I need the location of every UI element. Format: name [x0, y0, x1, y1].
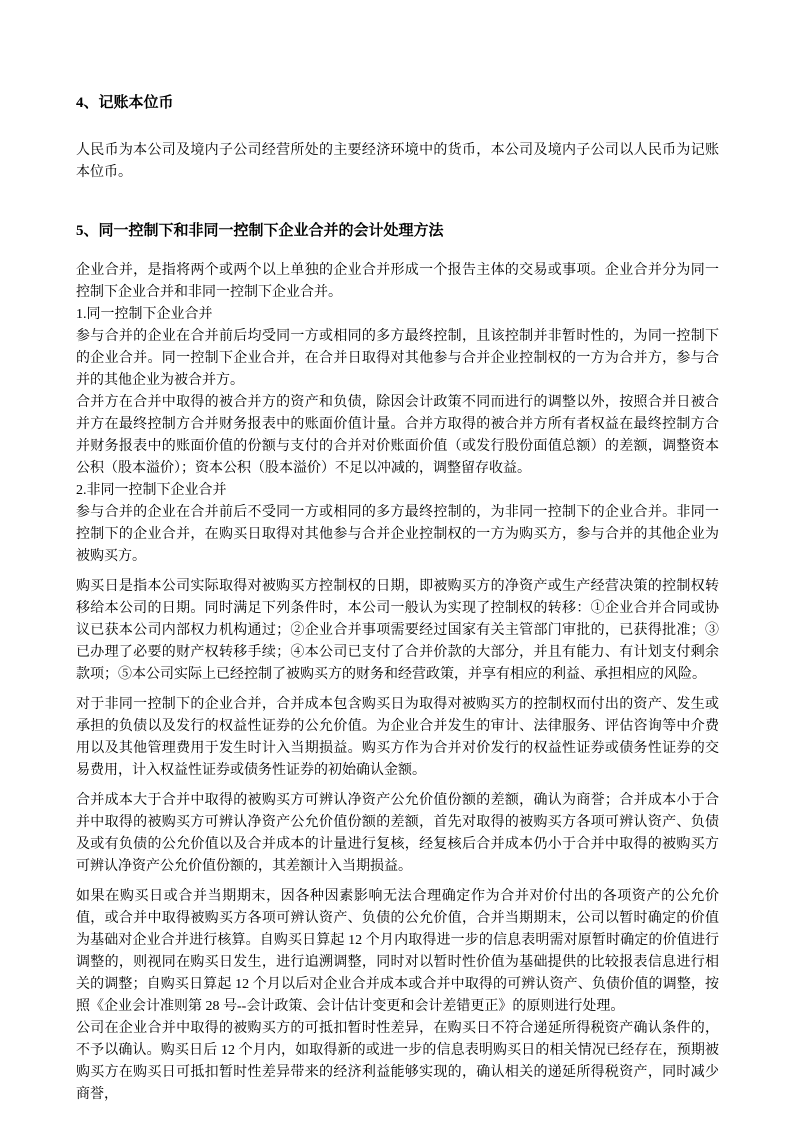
paragraph: 合并成本大于合并中取得的被购买方可辨认净资产公允价值份额的差额，确认为商誉；合并成本小于合并中取得的被购买方可辨认净资产公允价值份额的差额，首先对取得的被购买方各项可辨认资产、负债及或有负债的公允价值以及合并成本的计量进行复核，经复核后合并成本仍小于合并中取得的被购买方可辨认净资产公允价值份额的，其差额计入当期损益。	[76, 793, 719, 874]
paragraph: 公司在企业合并中取得的被购买方的可抵扣暂时性差异，在购买日不符合递延所得税资产确认条件的，不予以确认。购买日后 12 个月内，如取得新的或进一步的信息表明购买日的相关情况已经存在，预期被购买方在购买日可抵扣暂时性差异带来的经济利益能够实现的，确认相关的递延所得税资产，同时减少商誉，	[76, 1021, 719, 1102]
paragraph: 如果在购买日或合并当期期末，因各种因素影响无法合理确定作为合并对价付出的各项资产的公允价值，或合并中取得被购买方各项可辨认资产、负债的公允价值，合并当期期末，公司以暂时确定的价值为基础对企业合并进行核算。自购买日算起 12 个月内取得进一步的信息表明需对原暂时确定的价值进行调整的，则视同在购买日发生，进行追溯调整，同时对以暂时性价值为基础提供的比较报表信息进行相关的调整；自购买日算起 12 个月以后对企业合并成本或合并中取得的可辨认资产、负债价值的调整，按照《企业会计准则第 28 号--会计政策、会计估计变更和会计差错更正》的原则进行处理。	[76, 889, 719, 1014]
section-heading: 4、记账本位币	[76, 95, 174, 111]
paragraph: 参与合并的企业在合并前后不受同一方或相同的多方最终控制的，为非同一控制下的企业合并。非同一控制下的企业合并，在购买日取得对其他参与合并企业控制权的一方为购买方，参与合并的其他企业为被购买方。	[76, 505, 719, 564]
paragraph: 合并方在合并中取得的被合并方的资产和负债，除因会计政策不同而进行的调整以外，按照合并日被合并方在最终控制方合并财务报表中的账面价值计量。合并方取得的被合并方所有者权益在最终控制方合并财务报表中的账面价值的份额与支付的合并对价账面价值（或发行股份面值总额）的差额，调整资本公积（股本溢价）；资本公积（股本溢价）不足以冲减的，调整留存收益。	[76, 395, 719, 476]
paragraph: 购买日是指本公司实际取得对被购买方控制权的日期，即被购买方的净资产或生产经营决策的控制权转移给本公司的日期。同时满足下列条件时，本公司一般认为实现了控制权的转移：①企业合并合同或协议已获本公司内部权力机构通过；②企业合并事项需要经过国家有关主管部门审批的，已获得批准；③已办理了必要的财产权转移手续；④本公司已支付了合并价款的大部分，并且有能力、有计划支付剩余款项；⑤本公司实际上已经控制了被购买方的财务和经营政策，并享有相应的利益、承担相应的风险。	[76, 579, 719, 682]
section-recording-currency	[76, 92, 719, 184]
paragraph: 企业合并，是指将两个或两个以上单独的企业合并形成一个报告主体的交易或事项。企业合并分为同一控制下企业合并和非同一控制下企业合并。	[76, 263, 719, 300]
section-business-combination	[76, 220, 719, 1106]
paragraph: 人民币为本公司及境内子公司经营所处的主要经济环境中的货币，本公司及境内子公司以人民币为记账本位币。	[76, 143, 719, 180]
paragraph: 参与合并的企业在合并前后均受同一方或相同的多方最终控制，且该控制并非暂时性的，为同一控制下的企业合并。同一控制下企业合并，在合并日取得对其他参与合并企业控制权的一方为合并方，参与合并的其他企业为被合并方。	[76, 329, 719, 388]
list-item-heading: 2.非同一控制下企业合并	[76, 483, 227, 498]
section-heading: 5、同一控制下和非同一控制下企业合并的会计处理方法	[76, 223, 444, 239]
paragraph: 对于非同一控制下的企业合并，合并成本包含购买日为取得对被购买方的控制权而付出的资产、发生或承担的负债以及发行的权益性证券的公允价值。为企业合并发生的审计、法律服务、评估咨询等中介费用以及其他管理费用于发生时计入当期损益。购买方作为合并对价发行的权益性证券或债务性证券的交易费用，计入权益性证券或债务性证券的初始确认金额。	[76, 697, 719, 778]
list-item-heading: 1.同一控制下企业合并	[76, 307, 213, 322]
